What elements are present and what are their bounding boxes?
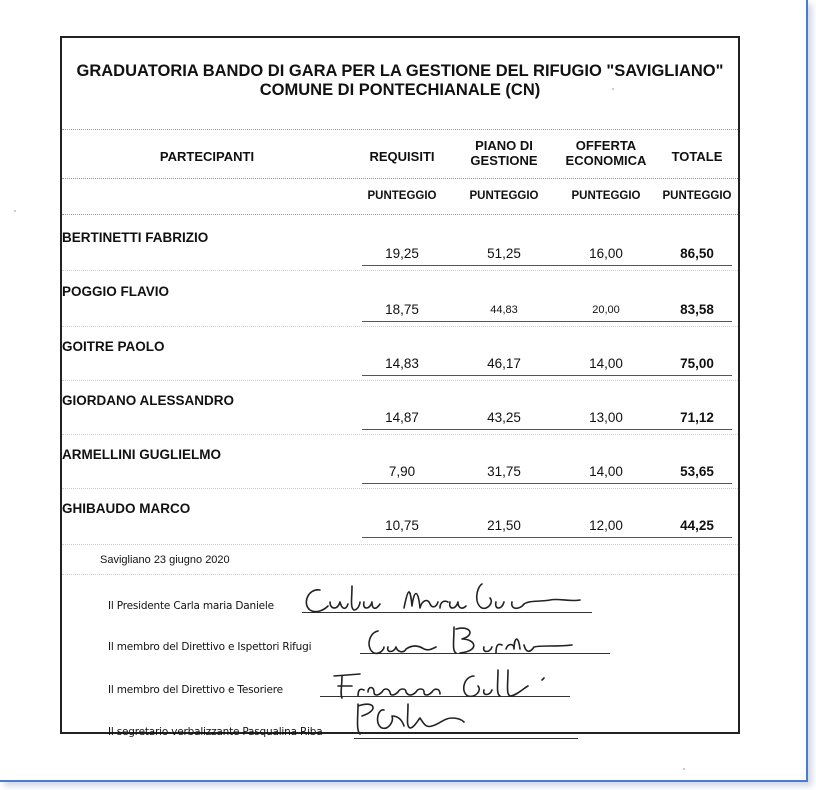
participant-name: GHIBAUDO MARCO <box>62 501 191 516</box>
score-totale: 86,50 <box>680 246 714 261</box>
score-totale: 83,58 <box>680 302 714 317</box>
subheader-punteggio: PUNTEGGIO <box>571 190 641 202</box>
signature-presidente <box>300 580 600 620</box>
signature-role-ispettori: Il membro del Direttivo e Ispettori Rifugi <box>108 641 312 653</box>
row-separator <box>62 434 738 435</box>
score-offerta: 12,00 <box>589 518 623 533</box>
header-requisiti: REQUISITI <box>369 149 435 164</box>
score-requisiti: 14,83 <box>385 356 419 371</box>
signature-line <box>320 696 570 697</box>
title-line-2: COMUNE DI PONTECHIANALE (CN) <box>259 81 541 99</box>
header-partecipanti: PARTECIPANTI <box>159 149 255 164</box>
subheader-punteggio: PUNTEGGIO <box>662 190 732 202</box>
row-separator <box>62 380 738 381</box>
score-piano: 46,17 <box>487 356 521 371</box>
signature-role-segretario: Il segretario verbalizzante Pasqualina Riba <box>108 726 323 738</box>
subheader-punteggio: PUNTEGGIO <box>469 190 539 202</box>
score-offerta: 14,00 <box>589 464 623 479</box>
participant-name: POGGIO FLAVIO <box>62 284 170 299</box>
signature-tesoriere <box>328 666 608 706</box>
header-offerta-economica <box>556 138 656 168</box>
score-offerta: 13,00 <box>589 410 623 425</box>
header-piano-di-gestione <box>454 138 554 168</box>
footer-separator <box>62 574 738 575</box>
score-piano: 43,25 <box>487 410 521 425</box>
scan-speck <box>612 88 614 90</box>
row-underline <box>362 429 732 430</box>
header-offerta-line-1: OFFERTA <box>575 138 637 153</box>
title-line-1: GRADUATORIA BANDO DI GARA PER LA GESTIONE DEL RIFUGIO "SAVIGLIANO" <box>76 62 724 80</box>
score-offerta: 20,00 <box>592 304 620 316</box>
score-totale: 75,00 <box>680 356 714 371</box>
signature-segretario <box>352 698 492 738</box>
row-separator <box>62 270 738 271</box>
score-offerta: 14,00 <box>589 356 623 371</box>
header-piano-line-2: GESTIONE <box>470 153 538 168</box>
score-piano: 44,83 <box>490 304 518 316</box>
row-underline <box>362 375 732 376</box>
signature-ispettori <box>358 623 618 663</box>
signature-role-tesoriere: Il membro del Direttivo e Tesoriere <box>108 684 283 696</box>
row-underline <box>362 537 732 538</box>
place-and-date: Savigliano 23 giugno 2020 <box>100 554 230 566</box>
signature-line <box>302 612 592 613</box>
participant-name: BERTINETTI FABRIZIO <box>62 230 209 245</box>
signature-role-presidente: Il Presidente Carla maria Daniele <box>108 600 274 612</box>
signature-line <box>360 653 610 654</box>
header-divider <box>62 178 738 179</box>
signature-line <box>354 738 578 739</box>
row-underline <box>362 483 732 484</box>
score-offerta: 16,00 <box>589 246 623 261</box>
row-underline <box>362 321 732 322</box>
score-requisiti: 19,25 <box>385 246 419 261</box>
header-totale: TOTALE <box>671 149 723 164</box>
row-separator <box>62 488 738 489</box>
row-separator <box>62 326 738 327</box>
participant-name: ARMELLINI GUGLIELMO <box>62 447 221 462</box>
scan-speck <box>683 768 685 770</box>
score-totale: 44,25 <box>680 518 714 533</box>
score-piano: 51,25 <box>487 246 521 261</box>
row-separator <box>62 544 738 545</box>
header-top-rule <box>62 129 738 130</box>
header-piano-line-1: PIANO DI <box>475 138 533 153</box>
row-underline <box>362 265 732 266</box>
participant-name: GIORDANO ALESSANDRO <box>62 393 235 408</box>
document-title <box>62 62 738 100</box>
score-requisiti: 10,75 <box>385 518 419 533</box>
header-offerta-line-2: ECONOMICA <box>565 153 647 168</box>
subheader-punteggio: PUNTEGGIO <box>367 190 437 202</box>
score-piano: 21,50 <box>487 518 521 533</box>
score-requisiti: 14,87 <box>385 410 419 425</box>
score-requisiti: 18,75 <box>385 302 419 317</box>
score-totale: 53,65 <box>680 464 714 479</box>
document-sheet <box>60 36 740 738</box>
scan-speck <box>14 210 16 212</box>
score-totale: 71,12 <box>680 410 714 425</box>
score-piano: 31,75 <box>487 464 521 479</box>
participant-name: GOITRE PAOLO <box>62 339 165 354</box>
score-requisiti: 7,90 <box>388 464 416 479</box>
subheader-rule <box>62 214 738 215</box>
